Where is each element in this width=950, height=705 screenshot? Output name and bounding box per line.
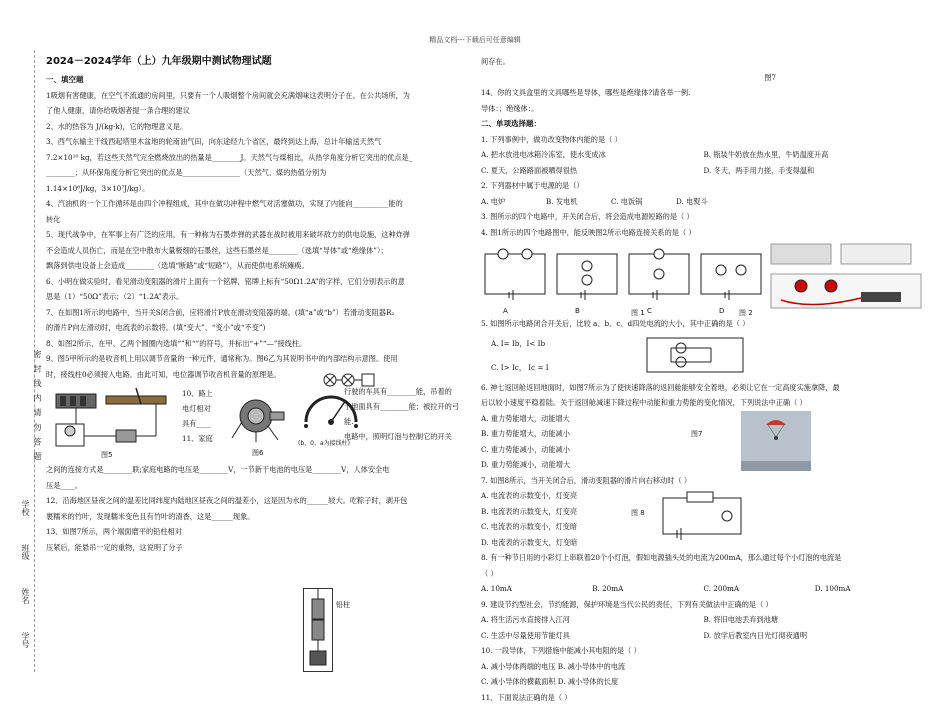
question-line: 8. 有一种节日用的小彩灯上串联着20个小灯泡，假如电源插头处的电流为200mA，那么通过每个小灯泡的电流是 [481,550,926,566]
q10-fragment: 具有____ [182,416,232,431]
circuit-b-label: B [575,304,580,320]
q7-block [481,488,926,550]
seal-text: 密 封 线 内 请 勿 答 题 [30,350,44,462]
q10-options-cd: C. 减小导体的横截面积 D. 减小导体的长度 [481,674,926,690]
option-row [481,147,926,163]
circuit-a [485,249,545,300]
question-line: 压紧后，能悬吊一定的重物，这说明了分子 [46,540,471,556]
question-line: 2. 下列器材中属于电源的是（） [481,178,926,194]
question-line: 5. 如图所示电路闭合开关后，比较 a、b、c、d四处电流的大小，其中正确的是（ ） [481,316,926,332]
option-c: C. 电饭锅 [611,194,676,210]
question-line: 1. 下列事例中，做功改变物体内能的是（ ） [481,132,926,148]
option-a: A. 把水放进电冰箱冷冻室，使水变成冰 [481,147,704,163]
figure-1-caption: 图 1 [631,306,645,322]
q10-options-ab: A. 减小导体两端的电压 B. 减小导体中的电流 [481,659,926,675]
option-c: C. 生活中尽量使用节能灯具 [481,628,704,644]
question-line: （ ） [481,566,926,582]
option-a: A. 10mA [481,581,592,597]
circuit-d-label: D [719,304,724,320]
q7-option-d: D. 电流表的示数变大，灯变暗 [481,535,926,551]
figure-8-label: 图 8 [631,506,645,522]
question-line: 13、如图7所示，两个端面磨平的铅柱相对 [46,524,471,540]
q6-option-c: C. 重力势能减小，动能减小 [481,442,926,458]
circuit-d [701,254,761,300]
question-line: ________；从环保角度分析它突出的优点是________________（天然气、煤的热值分别为 [46,165,471,181]
option-row [481,163,926,179]
question-line: 导体：；绝缘体：。 [481,101,926,117]
question-line: 飘落到供电设备上会造成________（选填“断路”或“短路”），从而使供电系统瘫痪。 [46,258,471,274]
q10-fragment: 电灯相对 [182,401,232,416]
q6-option-d: D. 重力势能减小，动能增大 [481,457,926,473]
section-single-choice: 二、单项选择题： [481,116,926,132]
figure-6-label: 图6 [252,446,263,462]
q10-fragment: 电路中，照明灯泡与控制它的开关 [344,429,474,444]
q5-option-c: C. I> Ic， Ic = I [491,360,549,376]
q10-fragment: 10、路上 [182,386,232,401]
circuit-c [629,249,689,300]
question-line: 4、汽油机的一个工作循环是由四个冲程组成，其中在做功冲程中燃气对活塞做功，实现了内能向__________能的 [46,196,471,212]
option-b: B. 20mA [592,581,703,597]
q10-fragment: 行驶的车具有________能，吊着的 [344,384,474,399]
figure-6-caption: (b、0、a为接线柱) [298,436,350,452]
figure-7-lead-cylinders [303,588,333,672]
binding-labels [20,500,32,676]
exam-title: 2024－2024学年（上）九年级期中测试物理试题 [46,54,471,70]
question-line: 了他人健康，请你给吸烟者提一条合理的建议 [46,103,471,119]
option-c: C. 夏天，公路路面被晒得很热 [481,163,704,179]
question-line: 7. 如图8所示，当开关闭合后，滑动变阻器的滑片向右移动时（ ） [481,473,926,489]
real-circuit-photo [771,274,921,308]
q7-option-c: C. 电流表的示数变小，灯变暗 [481,519,926,535]
figure-7-q6-label: 图7 [691,427,702,443]
name-label: 姓名 [20,588,31,604]
question-line: 3. 图所示的四个电路中，开关闭合后，将会造成电源短路的是（ ） [481,209,926,225]
q6-option-b: B. 重力势能增大，动能减小 [481,426,926,442]
header-note: 精品文档---下载后可任意编辑 [0,35,950,45]
q4-circuit-diagrams [481,240,926,314]
question-line: 思是（1）“50Ω”表示；（2）“1.2A”表示。 [46,289,471,305]
question-line: 5、现代战争中，在军事上有广泛的应用，有一种称为石墨炸弹的武器在战时被用来破坏敌方的供电设施，这种炸弹 [46,227,471,243]
q6-block [481,411,926,473]
school-label: 学校 [20,500,31,516]
question-line: 间存在。 [481,54,926,70]
option-d: D. 冬天，两手用力搓，手变得温和 [704,163,927,179]
question-line: 9、图5甲所示的是收音机上用以调节音量的一种元件，通常称为。图6乙为其说明书中的内部结构示意图。使用 [46,351,471,367]
question-line: 压是____。 [46,478,471,494]
option-b: B. 发电机 [546,194,611,210]
figure-zone [46,382,471,462]
question-line: 不会造成人员伤亡，而是在空中散布大量极细的石墨丝，这些石墨丝是________（选填“导体”或“绝缘体”）； [46,243,471,259]
circuit-a-label: A [503,304,508,320]
question-line: 12、沿海地区昼夜之间的温差比同纬度内陆地区昼夜之间的温差小，这是因为水的______较大。吃粽子时，剥开包 [46,493,471,509]
q5-circuit [641,332,751,378]
question-line: 3、西气东输主干线西起塔里木盆地的轮南油气田，向东途经九个省区，最终到达上海，总计年输送天然气 [46,134,471,150]
question-line: 6、小明在做实验时，看见滑动变阻器的滑片上面有一个铭牌，铭牌上标有“50Ω1.2A”的字样，它们分别表示的意 [46,274,471,290]
option-c: C. 200mA [704,581,815,597]
q10-right-text [344,384,474,444]
q10-fragment: 11、家庭 [182,431,232,446]
option-d: D. 电熨斗 [676,194,741,210]
question-line: 之间的连接方式是________联;家庭电路的电压是________V，一节新干电池的电压是________V，人体安全电 [46,462,471,478]
q4-figures [481,240,926,316]
option-row [481,612,926,628]
question-line: 1吸烟有害健康，在空气不流通的房间里，只要有一个人吸烟整个房间就会充满烟味这表明分子在。在公共场所，为 [46,88,471,104]
question-line: 1.14×10⁸J/kg，3×10⁷J/kg）。 [46,181,471,197]
option-a: A. 将生活污水直接排入江河 [481,612,704,628]
section-fill-in: 一、填空题 [46,72,471,88]
question-line: 7、在如图1所示的电路中，当开关S闭合前，应将滑片P放在滑动变阻器的端。(填“a”或“b”）若滑动变阻器R₂ [46,305,471,321]
figure-8-circuit [657,490,747,542]
question-line: 4. 图1所示的四个电路图中，能反映图2所示电路连接关系的是（ ） [481,225,926,241]
lead-column-label: 铅柱 [336,600,350,610]
left-column [46,54,471,555]
circuit-c-label: C [647,304,652,320]
figure-7-caption: 图7 [481,70,926,86]
q6-option-a: A. 重力势能增大，动能增大 [481,411,926,427]
q7-option-a: A. 电流表的示数变小，灯变亮 [481,488,926,504]
option-b: B. 将旧电池丢弃到池塘 [704,612,927,628]
option-d: D. 放学后教室内日光灯彻夜通明 [704,628,927,644]
class-label: 班级 [20,544,31,560]
option-a: A. 电炉 [481,194,546,210]
parachute-photo [741,411,811,471]
question-line: 裹糯米的竹叶，发现糯米变色且有竹叶的清香，这是______现象。 [46,509,471,525]
question-line: 10. 一段导体，下列措施中能减小其电阻的是（ ） [481,643,926,659]
question-line: 7.2×10¹⁰ kg，若这些天然气完全燃烧放出的热量是________J。天然气与煤相比，从热学角度分析它突出的优点是_ [46,150,471,166]
question-line: 11、下面说法正确的是（ ） [481,690,926,705]
q7-option-b: B. 电流表的示数变大，灯变亮 [481,504,926,520]
question-line: 14、你的文具盒里的文具哪些是导体，哪些是绝缘体?请各举一例. [481,85,926,101]
figure-2-caption: 图 2 [739,306,753,322]
circuit-b [557,254,617,300]
q10-fragment: 能. [344,414,474,429]
figure-5 [46,386,178,456]
right-column [481,54,926,705]
figure-5-label: 图5 [101,448,112,464]
option-row [481,581,926,597]
question-line: 6. 神七返回舱返回地面时，如图7所示为了使快速降落的返回舱能够安全着地，必须让它在一定高度实施拿降，最 [481,380,926,396]
figure-2-circuit [322,370,392,390]
option-b: B. 瓶装牛奶放在热水里，牛奶温度升高 [704,147,927,163]
student-id-label: 学号 [20,632,31,648]
question-line: 转化 [46,212,471,228]
q10-left-text [182,386,232,446]
question-line: 后以较小速度平稳着陆。关于返回舱减速下降过程中动能和重力势能的变化情况，下列说法中正确（ ） [481,395,926,411]
option-row [481,194,741,210]
question-line: 9. 建设节约型社会，节约能源，保护环境是当代公民的责任，下列有关做法中正确的是（ ） [481,597,926,613]
q5-block [481,332,926,380]
q5-option-a: A. I= Ib，I< Ib [491,336,545,352]
q10-fragment: 于地面具有________能；被拉开的弓 [344,399,474,414]
question-line: 时，接线柱0必须接入电路。由此可知，电位器调节收音机音量的原理是。 [46,367,471,383]
question-line: 2、水的热容为 J/(kg·k)，它的物理意义是。 [46,119,471,135]
option-row [481,628,926,644]
appliance-photos [771,244,911,264]
question-line: 的滑片P向左滑动时，电流表的示数将。(填“变大”、“变小”或“不变”) [46,320,471,336]
figure-6-jia [226,382,296,458]
question-line: 8、如图2所示，在甲、乙两个圆圈内选填“”和“”的符号，并标出“+”“—”接线柱。 [46,336,471,352]
option-d: D. 100mA [815,581,926,597]
